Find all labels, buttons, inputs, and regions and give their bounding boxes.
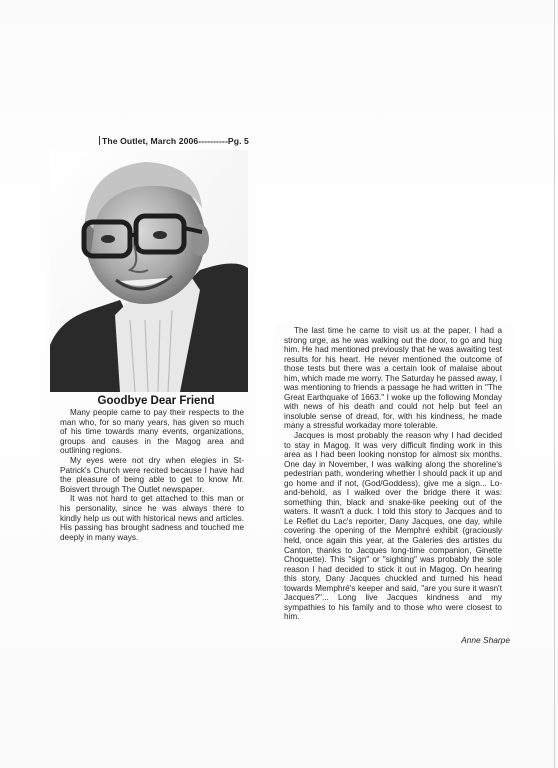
header-text: The Outlet, March 2006----------Pg. 5	[102, 136, 249, 146]
header-rule	[99, 136, 100, 145]
paragraph: It was not hard to get attached to this man or his personality, since he was always there to kindly help us out with historical news and articles. His passing has brought sadness and touched me deeply in many ways.	[60, 494, 244, 542]
newspaper-header	[99, 136, 269, 146]
page-edge	[554, 0, 555, 768]
paragraph: Jacques is most probably the reason why I had decided to stay in Magog. It was very difficult finding work in this area as I had been looking nonstop for almost six months. One day in November, I was walking along the shoreline's pedestrian path, wondering whether I should pack it up and go home and if not, (God/Goddess), give me a sign... Lo-and-behold, as I walked over the bridge there it was: something thin, black and snake-like peeking out of the waters. It wasn't a duck. I told this story to Jacques and to Le Reflet du Lac's reporter, Dany Jacques, one day, while covering the opening of the Memphré exhibit (graciously held, once again this year, at the Galeries des artistes du Canton, thanks to Jacques long-time companion, Ginette Choquette). This "sign" or "sighting" was probably the sole reason I had decided to stick it out in Magog. On hearing this story, Dany Jacques chuckled and turned his head towards Memphré's keeper and said, "are you sure it wasn't Jacques?"... Long live Jacques kindness and my sympathies to his family and to those who were closest to him.	[284, 431, 502, 622]
paragraph: Many people came to pay their respects to the man who, for so many years, has given so much of his time towards many events, organizations, groups and causes in the Magog area and outlining regions.	[60, 408, 244, 456]
portrait-photo-icon	[50, 150, 248, 392]
right-article-body	[284, 326, 502, 622]
article-title: Goodbye Dear Friend	[97, 395, 215, 407]
paragraph: The last time he came to visit us at the paper, I had a strong urge, as he was walking out the door, to go and hug him. He had mentioned previously that he was awaiting test results for his heart. He never mentioned the outcome of those tests but there was a certain look of malaise about him, which made me worry. The Saturday he passed away, I was mentioning to friends a passage he had written in "The Great Earthquake of 1663." I woke up the following Monday with news of his death and could not help but feel an insoluble sense of dread, for, with his kindness, he made many a stressful workaday more tolerable.	[284, 326, 502, 431]
author-signature: Anne Sharpe	[461, 635, 510, 645]
paragraph: My eyes were not dry when elegies in St-Patrick's Church were recited because I have had the pleasure of being able to get to know Mr. Boisvert through The Outlet newspaper.	[60, 455, 244, 494]
left-article-body	[60, 408, 244, 542]
